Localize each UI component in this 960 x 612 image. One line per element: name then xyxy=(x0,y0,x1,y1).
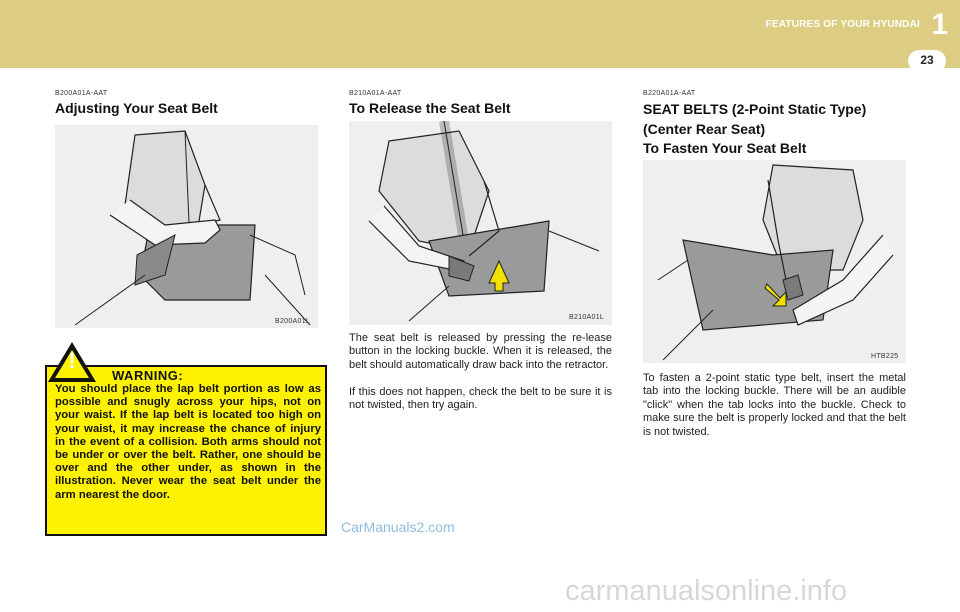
section-code-fasten: B220A01A-AAT xyxy=(643,90,696,97)
release-body-note: If this does not happen, check the belt to be sure it is not twisted, then try again. xyxy=(349,386,612,412)
section-code-adjusting: B200A01A-AAT xyxy=(55,90,108,97)
figure-code-adjusting: B200A01L xyxy=(275,318,311,325)
release-body: The seat belt is released by pressing the re-lease button in the locking buckle. When it is released, the belt should automatically draw back into the retractor. xyxy=(349,332,612,371)
figure-code-release: B210A01L xyxy=(569,314,605,321)
figure-adjusting-seat-belt xyxy=(55,125,318,328)
watermark-carmanuals2[interactable]: CarManuals2.com xyxy=(341,519,455,535)
watermark-carmanualsonline: carmanualsonline.info xyxy=(565,575,848,607)
warning-title: WARNING: xyxy=(112,368,184,383)
figure-code-fasten: HTB225 xyxy=(871,353,899,360)
chapter-number: 1 xyxy=(931,8,948,41)
heading-fasten-line1: SEAT BELTS (2-Point Static Type) xyxy=(643,101,867,117)
page-number: 23 xyxy=(920,53,934,67)
chapter-title: FEATURES OF YOUR HYUNDAI xyxy=(765,19,920,30)
header-band xyxy=(0,0,960,68)
fasten-body: To fasten a 2-point static type belt, insert the metal tab into the locking buckle. There will be an audible "click" when the tab locks into the buckle. Check to make sure the belt is properly locked and that the belt is not twisted. xyxy=(643,372,906,438)
figure-fasten-seat-belt xyxy=(643,160,906,363)
heading-fasten-line3: To Fasten Your Seat Belt xyxy=(643,140,807,156)
heading-fasten-line2: (Center Rear Seat) xyxy=(643,121,766,137)
figure-release-seat-belt xyxy=(349,121,612,325)
heading-release: To Release the Seat Belt xyxy=(349,100,511,116)
heading-adjusting: Adjusting Your Seat Belt xyxy=(55,100,218,116)
warning-exclamation: ! xyxy=(68,348,76,373)
warning-text: You should place the lap belt portion as low as possible and snugly across your hips, not on your waist. If the lap belt is located too high on your waist, it may increase the chance of injury in the event of a collision. Both arms should not be under or over the belt. Rather, one should be over and the other under, as shown in the illustration. Never wear the seat belt under the arm nearest the door. xyxy=(55,383,321,501)
section-code-release: B210A01A-AAT xyxy=(349,90,402,97)
